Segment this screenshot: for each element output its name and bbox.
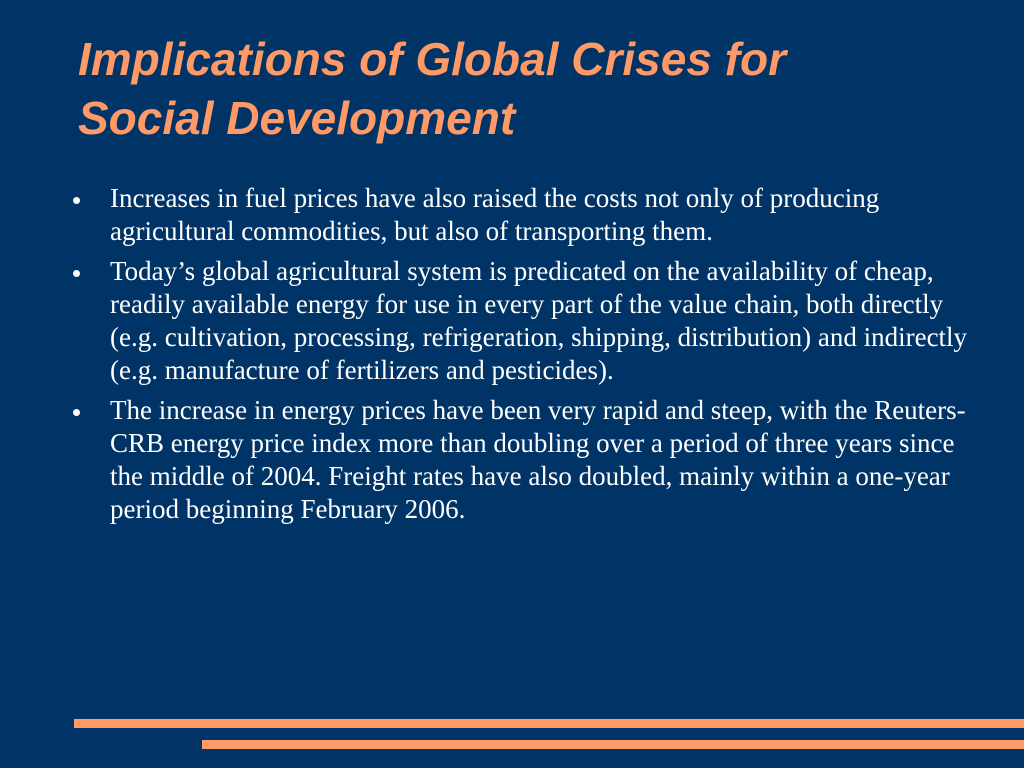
bullet-dot-icon (73, 409, 80, 416)
accent-rule-top (74, 719, 1024, 728)
bullet-item (0, 394, 1024, 526)
accent-rule-bottom (202, 740, 1024, 749)
bullet-dot-icon (73, 270, 80, 277)
bullet-item (0, 255, 1024, 387)
bullet-text: Today’s global agricultural system is predicated on the availability of cheap, readily available energy for use in every part of the value chain, both directly (e.g. cultivation, processing, refrigeration, shipping, distribution) and indirectly (e.g. manufacture of fertilizers and pesticides). (110, 256, 968, 385)
bullet-item (0, 182, 1024, 248)
bullet-text: Increases in fuel prices have also raised the costs not only of producing agricultural commodities, but also of transporting them. (110, 183, 880, 246)
bullet-list (0, 182, 1024, 533)
bullet-dot-icon (73, 197, 80, 204)
bullet-text: The increase in energy prices have been very rapid and steep, with the Reuters-CRB energy price index more than doubling over a period of three years since the middle of 2004. Freight rates have also doubled, mainly within a one-year period beginning February 2006. (110, 395, 966, 524)
slide-title: Implications of Global Crises for Social Development (78, 33, 787, 144)
